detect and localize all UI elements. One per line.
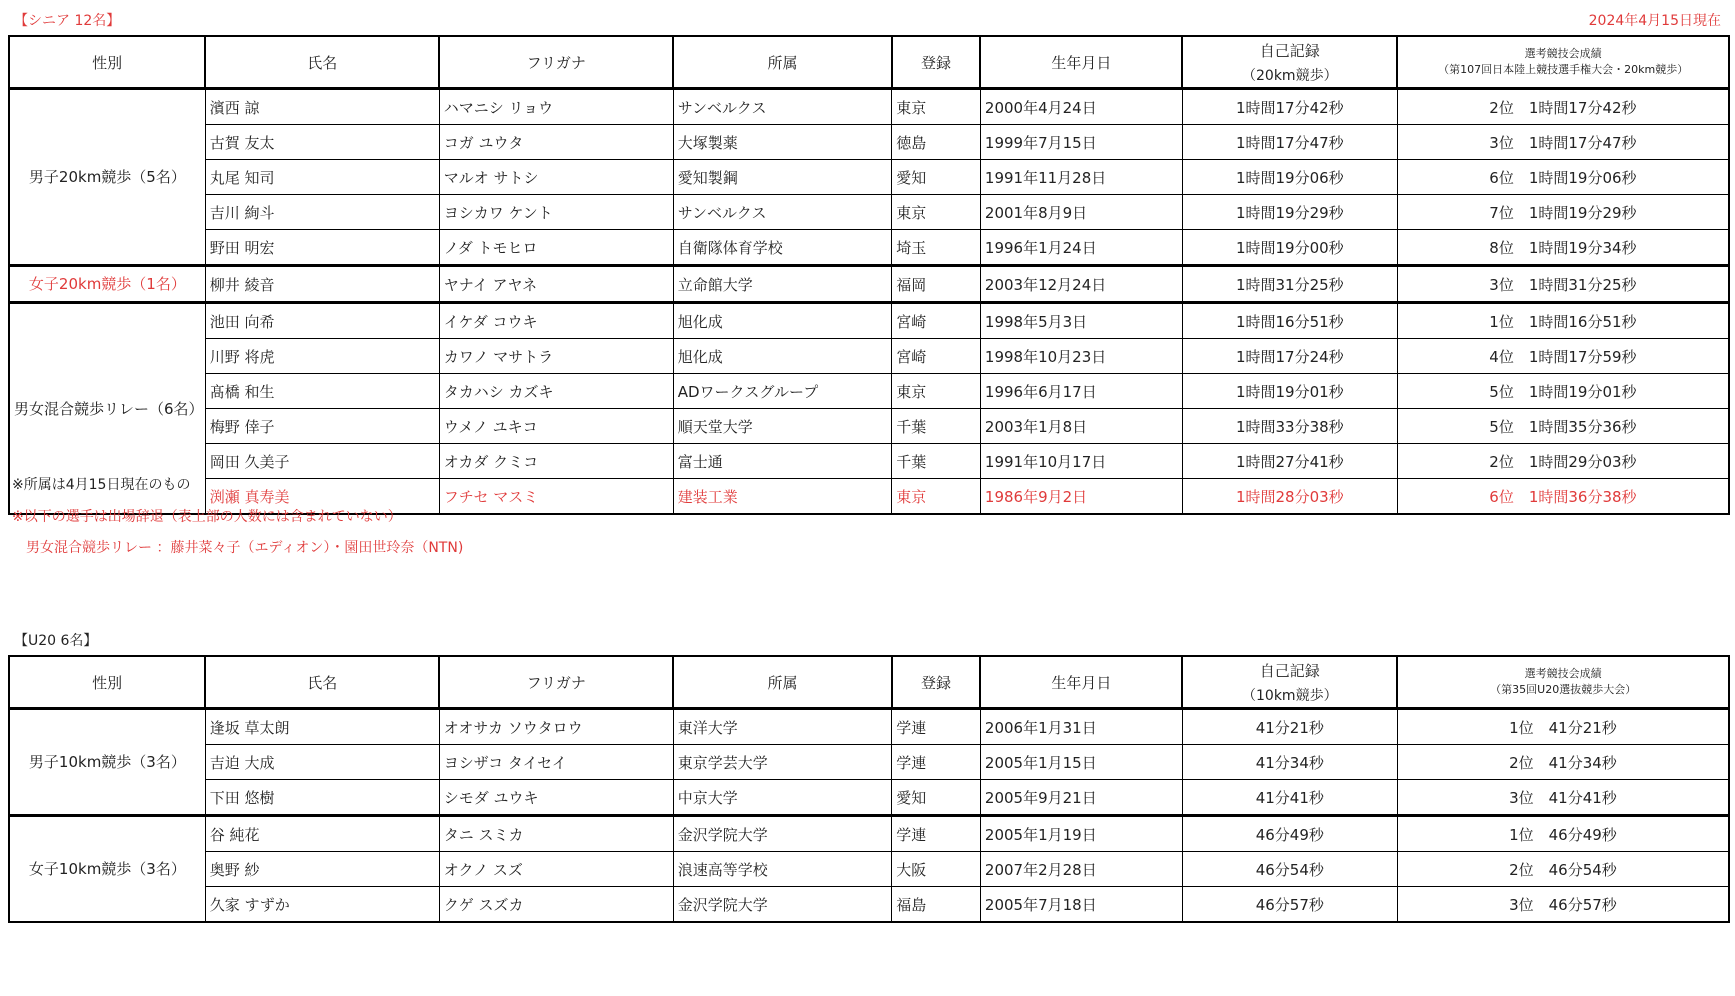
athlete-group [9, 709, 1729, 816]
affiliation-header: 所属 [673, 36, 891, 89]
athlete-birthdate: 2005年1月19日 [980, 816, 1182, 852]
athlete-registration: 千葉 [892, 444, 981, 479]
table-row [9, 409, 1729, 444]
athlete-result: 1位 46分49秒 [1397, 816, 1729, 852]
athlete-birthdate: 2003年1月8日 [980, 409, 1182, 444]
athlete-affiliation: サンベルクス [673, 195, 891, 230]
athlete-name: 髙橋 和生 [205, 374, 439, 409]
athlete-birthdate: 2000年4月24日 [980, 89, 1182, 125]
group-label: 女子10km競歩（3名） [9, 816, 205, 923]
athlete-result: 6位 1時間19分06秒 [1397, 160, 1729, 195]
athlete-name: 川野 将虎 [205, 339, 439, 374]
athlete-record: 46分54秒 [1182, 852, 1397, 887]
table-row [9, 230, 1729, 266]
athlete-kana: カワノ マサトラ [439, 339, 673, 374]
athlete-kana: ウメノ ユキコ [439, 409, 673, 444]
senior-table [8, 35, 1730, 515]
athlete-record: 41分34秒 [1182, 745, 1397, 780]
result-header [1397, 656, 1729, 709]
athlete-result: 2位 1時間29分03秒 [1397, 444, 1729, 479]
athlete-result: 2位 41分34秒 [1397, 745, 1729, 780]
athlete-name: 丸尾 知司 [205, 160, 439, 195]
athlete-name: 久家 すずか [205, 887, 439, 923]
athlete-record: 46分49秒 [1182, 816, 1397, 852]
athlete-kana: マルオ サトシ [439, 160, 673, 195]
result-header-label: 選考競技会成績 [1524, 47, 1602, 60]
athlete-affiliation: ADワークスグループ [673, 374, 891, 409]
group-label: 女子20km競歩（1名） [9, 266, 205, 303]
athlete-birthdate: 2003年12月24日 [980, 266, 1182, 303]
athlete-kana: タニ スミカ [439, 816, 673, 852]
athlete-affiliation: 中京大学 [673, 780, 891, 816]
athlete-kana: ヨシザコ タイセイ [439, 745, 673, 780]
as-of-date: 2024年4月15日現在 [1588, 13, 1721, 29]
athlete-name: 柳井 綾音 [205, 266, 439, 303]
header-row [9, 36, 1729, 89]
kana-header: フリガナ [439, 656, 673, 709]
table-row [9, 780, 1729, 816]
athlete-name: 池田 向希 [205, 303, 439, 339]
registration-header: 登録 [892, 656, 981, 709]
athlete-kana: イケダ コウキ [439, 303, 673, 339]
athlete-affiliation: 立命館大学 [673, 266, 891, 303]
result-header-sub: （第35回U20選抜競歩大会） [1490, 683, 1637, 696]
athlete-affiliation: 旭化成 [673, 303, 891, 339]
athlete-affiliation: 富士通 [673, 444, 891, 479]
athlete-birthdate: 2005年1月15日 [980, 745, 1182, 780]
athlete-result: 1位 1時間16分51秒 [1397, 303, 1729, 339]
athlete-group [9, 89, 1729, 266]
athlete-birthdate: 1996年1月24日 [980, 230, 1182, 266]
gender-header: 性別 [9, 656, 205, 709]
table-row [9, 852, 1729, 887]
athlete-registration: 学連 [892, 816, 981, 852]
athlete-registration: 徳島 [892, 125, 981, 160]
athlete-registration: 福岡 [892, 266, 981, 303]
athlete-kana: オオサカ ソウタロウ [439, 709, 673, 745]
table-row [9, 195, 1729, 230]
athlete-kana: ノダ トモヒロ [439, 230, 673, 266]
athlete-record: 41分41秒 [1182, 780, 1397, 816]
athlete-name: 渕瀬 真寿美 [205, 479, 439, 515]
athlete-kana: ハマニシ リョウ [439, 89, 673, 125]
athlete-name: 逢坂 草太朗 [205, 709, 439, 745]
record-header-label: 自己記録 [1259, 661, 1320, 680]
table-row [9, 745, 1729, 780]
athlete-kana: ヤナイ アヤネ [439, 266, 673, 303]
athlete-birthdate: 2007年2月28日 [980, 852, 1182, 887]
athlete-registration: 東京 [892, 374, 981, 409]
athlete-group [9, 303, 1729, 515]
athlete-kana: オクノ スズ [439, 852, 673, 887]
result-header [1397, 36, 1729, 89]
athlete-kana: タカハシ カズキ [439, 374, 673, 409]
athlete-kana: シモダ ユウキ [439, 780, 673, 816]
athlete-registration: 愛知 [892, 160, 981, 195]
athlete-affiliation: 旭化成 [673, 339, 891, 374]
athlete-registration: 学連 [892, 745, 981, 780]
athlete-result: 5位 1時間35分36秒 [1397, 409, 1729, 444]
athlete-affiliation: 建装工業 [673, 479, 891, 515]
record-header [1182, 36, 1397, 89]
table-row [9, 303, 1729, 339]
athlete-name: 吉川 絢斗 [205, 195, 439, 230]
athlete-birthdate: 1999年7月15日 [980, 125, 1182, 160]
athlete-affiliation: 金沢学院大学 [673, 887, 891, 923]
table-row [9, 160, 1729, 195]
athlete-birthdate: 1991年11月28日 [980, 160, 1182, 195]
athlete-name: 濱西 諒 [205, 89, 439, 125]
athlete-record: 1時間17分47秒 [1182, 125, 1397, 160]
athlete-affiliation: 東京学芸大学 [673, 745, 891, 780]
athlete-kana: コガ ユウタ [439, 125, 673, 160]
athlete-registration: 東京 [892, 479, 981, 515]
withdrawal-list: 男女混合競歩リレー ：藤井菜々子（エディオン）・園田世玲奈（NTN) [26, 540, 464, 556]
athlete-birthdate: 1986年9月2日 [980, 479, 1182, 515]
result-header-label: 選考競技会成績 [1524, 667, 1602, 680]
birthdate-header: 生年月日 [980, 656, 1182, 709]
record-header-label: 自己記録 [1259, 41, 1320, 60]
athlete-registration: 東京 [892, 195, 981, 230]
senior-section-title: 【シニア 12名】 [14, 13, 121, 29]
athlete-record: 1時間19分06秒 [1182, 160, 1397, 195]
name-header: 氏名 [205, 36, 439, 89]
table-row [9, 816, 1729, 852]
athlete-registration: 東京 [892, 89, 981, 125]
athlete-record: 1時間19分00秒 [1182, 230, 1397, 266]
affiliation-header: 所属 [673, 656, 891, 709]
athlete-name: 岡田 久美子 [205, 444, 439, 479]
athlete-kana: クゲ スズカ [439, 887, 673, 923]
table-row [9, 444, 1729, 479]
table-row [9, 339, 1729, 374]
athlete-name: 野田 明宏 [205, 230, 439, 266]
athlete-result: 2位 46分54秒 [1397, 852, 1729, 887]
table-row [9, 709, 1729, 745]
record-header-sub: （20km競歩） [1242, 67, 1338, 84]
table-row [9, 125, 1729, 160]
athlete-affiliation: 順天堂大学 [673, 409, 891, 444]
athlete-birthdate: 1996年6月17日 [980, 374, 1182, 409]
athlete-result: 8位 1時間19分34秒 [1397, 230, 1729, 266]
athlete-registration: 千葉 [892, 409, 981, 444]
table-row [9, 89, 1729, 125]
athlete-record: 1時間17分42秒 [1182, 89, 1397, 125]
name-header: 氏名 [205, 656, 439, 709]
affiliation-note: ※所属は4月15日現在のもの [12, 477, 191, 493]
header-row [9, 656, 1729, 709]
athlete-result: 2位 1時間17分42秒 [1397, 89, 1729, 125]
athlete-result: 5位 1時間19分01秒 [1397, 374, 1729, 409]
athlete-name: 奥野 紗 [205, 852, 439, 887]
table-row [9, 266, 1729, 303]
athlete-registration: 宮崎 [892, 303, 981, 339]
athlete-registration: 学連 [892, 709, 981, 745]
birthdate-header: 生年月日 [980, 36, 1182, 89]
athlete-kana: フチセ マスミ [439, 479, 673, 515]
athlete-record: 1時間17分24秒 [1182, 339, 1397, 374]
athlete-affiliation: 浪速高等学校 [673, 852, 891, 887]
athlete-birthdate: 2001年8月9日 [980, 195, 1182, 230]
registration-header: 登録 [892, 36, 981, 89]
athlete-record: 41分21秒 [1182, 709, 1397, 745]
group-label: 男子20km競歩（5名） [9, 89, 205, 266]
table-row [9, 887, 1729, 923]
result-header-sub: （第107回日本陸上競技選手権大会・20km競歩） [1438, 63, 1689, 76]
athlete-birthdate: 1998年5月3日 [980, 303, 1182, 339]
record-header [1182, 656, 1397, 709]
athlete-name: 下田 悠樹 [205, 780, 439, 816]
athlete-result: 4位 1時間17分59秒 [1397, 339, 1729, 374]
athlete-registration: 埼玉 [892, 230, 981, 266]
u20-section-title: 【U20 6名】 [14, 633, 98, 649]
athlete-affiliation: 愛知製鋼 [673, 160, 891, 195]
athlete-affiliation: 自衛隊体育学校 [673, 230, 891, 266]
withdrawal-note: ※以下の選手は出場辞退（表上部の人数には含まれていない） [12, 509, 402, 525]
athlete-kana: ヨシカワ ケント [439, 195, 673, 230]
athlete-group [9, 816, 1729, 923]
gender-header: 性別 [9, 36, 205, 89]
athlete-record: 1時間27分41秒 [1182, 444, 1397, 479]
kana-header: フリガナ [439, 36, 673, 89]
athlete-result: 3位 1時間17分47秒 [1397, 125, 1729, 160]
group-label: 男女混合競歩リレー（6名） [9, 303, 205, 515]
table-row [9, 374, 1729, 409]
athlete-affiliation: 東洋大学 [673, 709, 891, 745]
athlete-name: 谷 純花 [205, 816, 439, 852]
group-label: 男子10km競歩（3名） [9, 709, 205, 816]
record-header-sub: （10km競歩） [1242, 687, 1338, 704]
athlete-registration: 大阪 [892, 852, 981, 887]
athlete-record: 1時間19分29秒 [1182, 195, 1397, 230]
athlete-affiliation: サンベルクス [673, 89, 891, 125]
athlete-record: 1時間28分03秒 [1182, 479, 1397, 515]
athlete-result: 1位 41分21秒 [1397, 709, 1729, 745]
athlete-record: 1時間31分25秒 [1182, 266, 1397, 303]
athlete-registration: 愛知 [892, 780, 981, 816]
athlete-birthdate: 2006年1月31日 [980, 709, 1182, 745]
athlete-registration: 宮崎 [892, 339, 981, 374]
athlete-affiliation: 金沢学院大学 [673, 816, 891, 852]
athlete-result: 3位 46分57秒 [1397, 887, 1729, 923]
athlete-record: 1時間33分38秒 [1182, 409, 1397, 444]
athlete-result: 3位 1時間31分25秒 [1397, 266, 1729, 303]
athlete-birthdate: 1991年10月17日 [980, 444, 1182, 479]
athlete-kana: オカダ クミコ [439, 444, 673, 479]
athlete-name: 古賀 友太 [205, 125, 439, 160]
athlete-name: 梅野 倖子 [205, 409, 439, 444]
athlete-record: 1時間19分01秒 [1182, 374, 1397, 409]
athlete-group [9, 266, 1729, 303]
athlete-birthdate: 2005年7月18日 [980, 887, 1182, 923]
athlete-birthdate: 1998年10月23日 [980, 339, 1182, 374]
u20-table [8, 655, 1730, 923]
athlete-result: 6位 1時間36分38秒 [1397, 479, 1729, 515]
athlete-registration: 福島 [892, 887, 981, 923]
athlete-result: 3位 41分41秒 [1397, 780, 1729, 816]
athlete-result: 7位 1時間19分29秒 [1397, 195, 1729, 230]
athlete-record: 46分57秒 [1182, 887, 1397, 923]
athlete-record: 1時間16分51秒 [1182, 303, 1397, 339]
athlete-name: 吉迫 大成 [205, 745, 439, 780]
athlete-birthdate: 2005年9月21日 [980, 780, 1182, 816]
athlete-affiliation: 大塚製薬 [673, 125, 891, 160]
